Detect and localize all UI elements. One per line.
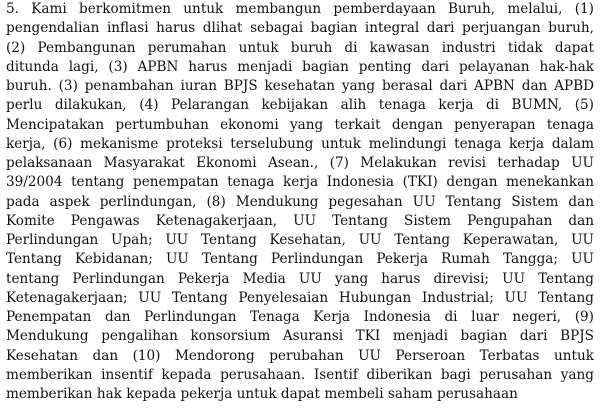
text-line: pelaksanaan Masyarakat Ekonomi Asean., (7) Melakukan revisi terhadap UU (6, 155, 594, 171)
text-line: Perlindungan Upah; UU Tentang Kesehatan, UU Tentang Keperawatan, UU (6, 232, 594, 248)
text-line: perlu dilakukan, (4) Pelarangan kebijakan alih tenaga kerja di BUMN, (5) (6, 97, 594, 114)
text-line: pengendalian inflasi harus dlihat sebagai bagian integral dari perjuangan buruh, (6, 20, 594, 37)
text-line: memberikan insentif kepada perusahaan. Isentif diberikan bagi perusahan yang (6, 366, 594, 383)
text-line: Penempatan dan Perlindungan Tenaga Kerja Indonesia di luar negeri, (9) (6, 309, 594, 325)
paragraph-point-5 (6, 0, 594, 404)
text-line: 5. Kami berkomitmen untuk membangun pemberdayaan Buruh, melalui, (1) (6, 1, 594, 17)
text-line: Mencipatakan pertumbuhan ekonomi yang terkait dengan penyerapan tenaga (6, 116, 594, 133)
text-line: Ketenagakerjaan; UU Tentang Penyelesaian Hubungan Industrial; UU Tentang (6, 289, 594, 306)
text-line: Mendukung pengalihan konsorsium Asuransi TKI menjadi bagian dari BPJS (6, 328, 594, 345)
text-line: Tentang Kebidanan; UU Tentang Perlindungan Pekerja Rumah Tangga; UU (6, 251, 594, 268)
text-line: 39/2004 tentang penempatan tenaga kerja Indonesia (TKI) dengan menekankan (6, 174, 594, 191)
text-line: Kesehatan dan (10) Mendorong perubahan UU Perseroan Terbatas untuk (6, 347, 594, 364)
text-line: buruh. (3) penambahan iuran BPJS kesehatan yang berasal dari APBN dan APBD (6, 78, 594, 94)
text-line: tentang Perlindungan Pekerja Media UU yang harus direvisi; UU Tentang (6, 270, 594, 287)
text-line: Komite Pengawas Ketenagakerjaan, UU Tentang Sistem Pengupahan dan (6, 212, 594, 229)
text-line: kerja, (6) mekanisme proteksi terselubung untuk melindungi tenaga kerja dalam (6, 135, 594, 152)
text-line: (2) Pembangunan perumahan untuk buruh di kawasan industri tidak dapat (6, 39, 594, 56)
text-line: pada aspek perlindungan, (8) Mendukung pegesahan UU Tentang Sistem dan (6, 193, 594, 210)
text-line: ditunda lagi, (3) APBN harus menjadi bagian penting dari pelayanan hak-hak (6, 58, 594, 75)
text-line: memberikan hak kepada pekerja untuk dapat membeli saham perusahaan (6, 386, 518, 402)
